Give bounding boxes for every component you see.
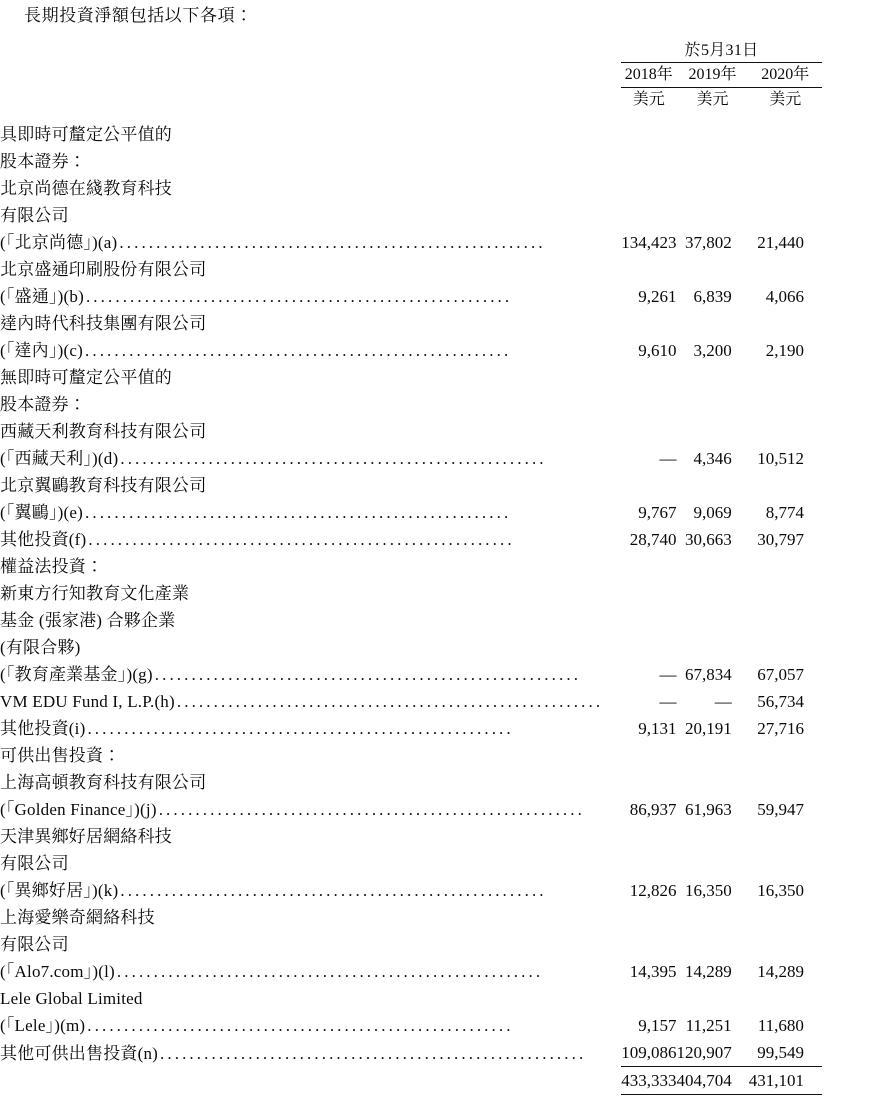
row-label: (「北京尚德」)(a) bbox=[0, 229, 117, 256]
entity-name-row bbox=[0, 310, 822, 337]
row-label-cell bbox=[0, 1012, 621, 1039]
value-2018: 9,131 bbox=[621, 715, 676, 742]
value-2019: 4,346 bbox=[676, 445, 748, 472]
dot-leader bbox=[0, 1012, 621, 1039]
dot-leader bbox=[0, 796, 621, 823]
header-span-empty bbox=[0, 40, 621, 63]
entity-name-line: 上海愛樂奇網絡科技 bbox=[0, 904, 621, 931]
table-row bbox=[0, 1012, 822, 1039]
leader-dots bbox=[160, 1040, 603, 1067]
entity-name-line: 天津異鄉好居網絡科技 bbox=[0, 823, 621, 850]
row-label: (「盛通」)(b) bbox=[0, 283, 84, 310]
section-heading-row bbox=[0, 148, 822, 175]
value-2019: 20,191 bbox=[676, 715, 748, 742]
table-row bbox=[0, 499, 822, 526]
value-2019: 120,907 bbox=[676, 1039, 748, 1067]
total-label bbox=[0, 1067, 621, 1095]
row-label: 其他投資(i) bbox=[0, 715, 85, 742]
section-heading-line: 無即時可釐定公平值的 bbox=[0, 364, 621, 391]
total-2020: 431,101 bbox=[749, 1067, 822, 1095]
leader-dots bbox=[87, 1012, 603, 1039]
entity-name-row bbox=[0, 472, 822, 499]
value-2018: 86,937 bbox=[621, 796, 676, 823]
row-label-cell bbox=[0, 445, 621, 472]
row-label-cell bbox=[0, 796, 621, 823]
leader-dots bbox=[159, 796, 604, 823]
header-unit-row bbox=[0, 88, 822, 113]
entity-name-row bbox=[0, 256, 822, 283]
value-2020: 14,289 bbox=[749, 958, 822, 985]
entity-name-line: 有限公司 bbox=[0, 931, 621, 958]
value-2019: 14,289 bbox=[676, 958, 748, 985]
value-2020: 56,734 bbox=[749, 688, 822, 715]
table-row bbox=[0, 877, 822, 904]
table-row bbox=[0, 688, 822, 715]
value-2020: 4,066 bbox=[749, 283, 822, 310]
entity-name-line: 新東方行知教育文化產業 bbox=[0, 580, 621, 607]
value-2019: 30,663 bbox=[676, 526, 748, 553]
section-heading-row bbox=[0, 391, 822, 418]
leader-dots bbox=[155, 661, 603, 688]
table-row bbox=[0, 715, 822, 742]
value-2018: 12,826 bbox=[621, 877, 676, 904]
value-2018: 9,261 bbox=[621, 283, 676, 310]
entity-name-row bbox=[0, 607, 822, 634]
total-2019: 404,704 bbox=[676, 1067, 748, 1095]
row-label: 其他可供出售投資(n) bbox=[0, 1040, 158, 1067]
value-2018: 14,395 bbox=[621, 958, 676, 985]
value-2020: 21,440 bbox=[749, 229, 822, 256]
value-2018: — bbox=[621, 688, 676, 715]
entity-name-line: 西藏天利教育科技有限公司 bbox=[0, 418, 621, 445]
entity-name-row bbox=[0, 931, 822, 958]
value-2019: 61,963 bbox=[676, 796, 748, 823]
dot-leader bbox=[0, 526, 621, 553]
leader-dots bbox=[177, 688, 603, 715]
dot-leader bbox=[0, 715, 621, 742]
header-unit-2020: 美元 bbox=[749, 88, 822, 113]
table-row bbox=[0, 1039, 822, 1067]
leader-dots bbox=[120, 877, 603, 904]
entity-name-line: 基金 (張家港) 合夥企業 bbox=[0, 607, 621, 634]
dot-leader bbox=[0, 283, 621, 310]
section-heading-line: 可供出售投資： bbox=[0, 742, 621, 769]
row-label-cell bbox=[0, 1039, 621, 1067]
row-label: (「教育產業基金」)(g) bbox=[0, 661, 153, 688]
header-year-row bbox=[0, 63, 822, 88]
value-2018: — bbox=[621, 661, 676, 688]
dot-leader bbox=[0, 688, 621, 715]
table-row bbox=[0, 445, 822, 472]
entity-name-row bbox=[0, 202, 822, 229]
entity-name-row bbox=[0, 823, 822, 850]
section-heading-row bbox=[0, 742, 822, 769]
leader-dots bbox=[117, 958, 603, 985]
entity-name-line: 北京翼鷗教育科技有限公司 bbox=[0, 472, 621, 499]
dot-leader bbox=[0, 1040, 621, 1067]
value-2020: 59,947 bbox=[749, 796, 822, 823]
row-label: (「翼鷗」)(e) bbox=[0, 499, 83, 526]
header-year-2019: 2019年 bbox=[676, 63, 748, 88]
entity-name-line: Lele Global Limited bbox=[0, 985, 621, 1012]
value-2019: 67,834 bbox=[676, 661, 748, 688]
value-2019: 37,802 bbox=[676, 229, 748, 256]
table-row bbox=[0, 958, 822, 985]
dot-leader bbox=[0, 499, 621, 526]
row-label-cell bbox=[0, 499, 621, 526]
row-label: (「西藏天利」)(d) bbox=[0, 445, 118, 472]
header-year-2020: 2020年 bbox=[749, 63, 822, 88]
dot-leader bbox=[0, 337, 621, 364]
value-2018: 9,610 bbox=[621, 337, 676, 364]
row-label-cell bbox=[0, 337, 621, 364]
value-2018: 134,423 bbox=[621, 229, 676, 256]
entity-name-line: (有限合夥) bbox=[0, 634, 621, 661]
entity-name-line: 達內時代科技集團有限公司 bbox=[0, 310, 621, 337]
value-2020: 67,057 bbox=[749, 661, 822, 688]
leader-dots bbox=[87, 715, 603, 742]
entity-name-row bbox=[0, 418, 822, 445]
row-label-cell bbox=[0, 958, 621, 985]
row-label-cell bbox=[0, 661, 621, 688]
row-label-cell bbox=[0, 229, 621, 256]
total-2018: 433,333 bbox=[621, 1067, 676, 1095]
leader-dots bbox=[86, 283, 603, 310]
dot-leader bbox=[0, 445, 621, 472]
section-heading-line: 股本證券： bbox=[0, 391, 621, 418]
section-heading-line: 權益法投資： bbox=[0, 553, 621, 580]
row-label-cell bbox=[0, 877, 621, 904]
value-2019: — bbox=[676, 688, 748, 715]
row-label: (「異鄉好居」)(k) bbox=[0, 877, 118, 904]
row-label-cell bbox=[0, 526, 621, 553]
value-2020: 30,797 bbox=[749, 526, 822, 553]
value-2019: 9,069 bbox=[676, 499, 748, 526]
section-heading-row bbox=[0, 553, 822, 580]
value-2020: 10,512 bbox=[749, 445, 822, 472]
entity-name-line: 北京盛通印刷股份有限公司 bbox=[0, 256, 621, 283]
value-2018: 28,740 bbox=[621, 526, 676, 553]
entity-name-row bbox=[0, 175, 822, 202]
leader-dots bbox=[85, 499, 603, 526]
dot-leader bbox=[0, 229, 621, 256]
dot-leader bbox=[0, 958, 621, 985]
entity-name-row bbox=[0, 850, 822, 877]
row-label: 其他投資(f) bbox=[0, 526, 86, 553]
header-unit-2019: 美元 bbox=[676, 88, 748, 113]
entity-name-line: 北京尚德在綫教育科技 bbox=[0, 175, 621, 202]
value-2020: 99,549 bbox=[749, 1039, 822, 1067]
row-label: (「達內」)(c) bbox=[0, 337, 83, 364]
value-2020: 8,774 bbox=[749, 499, 822, 526]
table-row bbox=[0, 526, 822, 553]
value-2020: 11,680 bbox=[749, 1012, 822, 1039]
value-2019: 6,839 bbox=[676, 283, 748, 310]
value-2020: 27,716 bbox=[749, 715, 822, 742]
header-period-label: 於5月31日 bbox=[621, 40, 822, 63]
spacer bbox=[0, 112, 822, 121]
entity-name-line: 有限公司 bbox=[0, 850, 621, 877]
entity-name-row bbox=[0, 769, 822, 796]
long-term-investments-table bbox=[0, 40, 822, 1100]
entity-name-row bbox=[0, 985, 822, 1012]
row-label-cell bbox=[0, 283, 621, 310]
entity-name-row bbox=[0, 904, 822, 931]
leader-dots bbox=[119, 229, 603, 256]
row-label-cell bbox=[0, 715, 621, 742]
header-unit-empty bbox=[0, 88, 621, 113]
row-label: (「Lele」)(m) bbox=[0, 1012, 85, 1039]
header-span-row bbox=[0, 40, 822, 63]
section-heading-line: 具即時可釐定公平值的 bbox=[0, 121, 621, 148]
total-row bbox=[0, 1067, 822, 1095]
table-row bbox=[0, 283, 822, 310]
row-label-cell bbox=[0, 688, 621, 715]
value-2020: 16,350 bbox=[749, 877, 822, 904]
entity-name-row bbox=[0, 634, 822, 661]
value-2018: 9,157 bbox=[621, 1012, 676, 1039]
header-year-2018: 2018年 bbox=[621, 63, 676, 88]
leader-dots bbox=[85, 337, 603, 364]
value-2020: 2,190 bbox=[749, 337, 822, 364]
leader-dots bbox=[120, 445, 603, 472]
section-heading-row bbox=[0, 121, 822, 148]
table-row bbox=[0, 337, 822, 364]
value-2018: — bbox=[621, 445, 676, 472]
table-row bbox=[0, 661, 822, 688]
entity-name-line: 上海高頓教育科技有限公司 bbox=[0, 769, 621, 796]
row-label: (「Golden Finance」)(j) bbox=[0, 796, 157, 823]
value-2019: 11,251 bbox=[676, 1012, 748, 1039]
value-2019: 16,350 bbox=[676, 877, 748, 904]
value-2018: 9,767 bbox=[621, 499, 676, 526]
dot-leader bbox=[0, 877, 621, 904]
value-2018: 109,086 bbox=[621, 1039, 676, 1067]
header-unit-2018: 美元 bbox=[621, 88, 676, 113]
leader-dots bbox=[88, 526, 603, 553]
total-double-rule bbox=[0, 1095, 822, 1100]
section-heading-line: 股本證券： bbox=[0, 148, 621, 175]
header-year-empty bbox=[0, 63, 621, 88]
table-row bbox=[0, 229, 822, 256]
value-2019: 3,200 bbox=[676, 337, 748, 364]
dot-leader bbox=[0, 661, 621, 688]
entity-name-row bbox=[0, 580, 822, 607]
row-label: VM EDU Fund I, L.P.(h) bbox=[0, 688, 175, 715]
table-row bbox=[0, 796, 822, 823]
row-label: (「Alo7.com」)(l) bbox=[0, 958, 115, 985]
entity-name-line: 有限公司 bbox=[0, 202, 621, 229]
section-heading-row bbox=[0, 364, 822, 391]
intro-paragraph: 長期投資淨額包括以下各項： bbox=[24, 4, 253, 28]
